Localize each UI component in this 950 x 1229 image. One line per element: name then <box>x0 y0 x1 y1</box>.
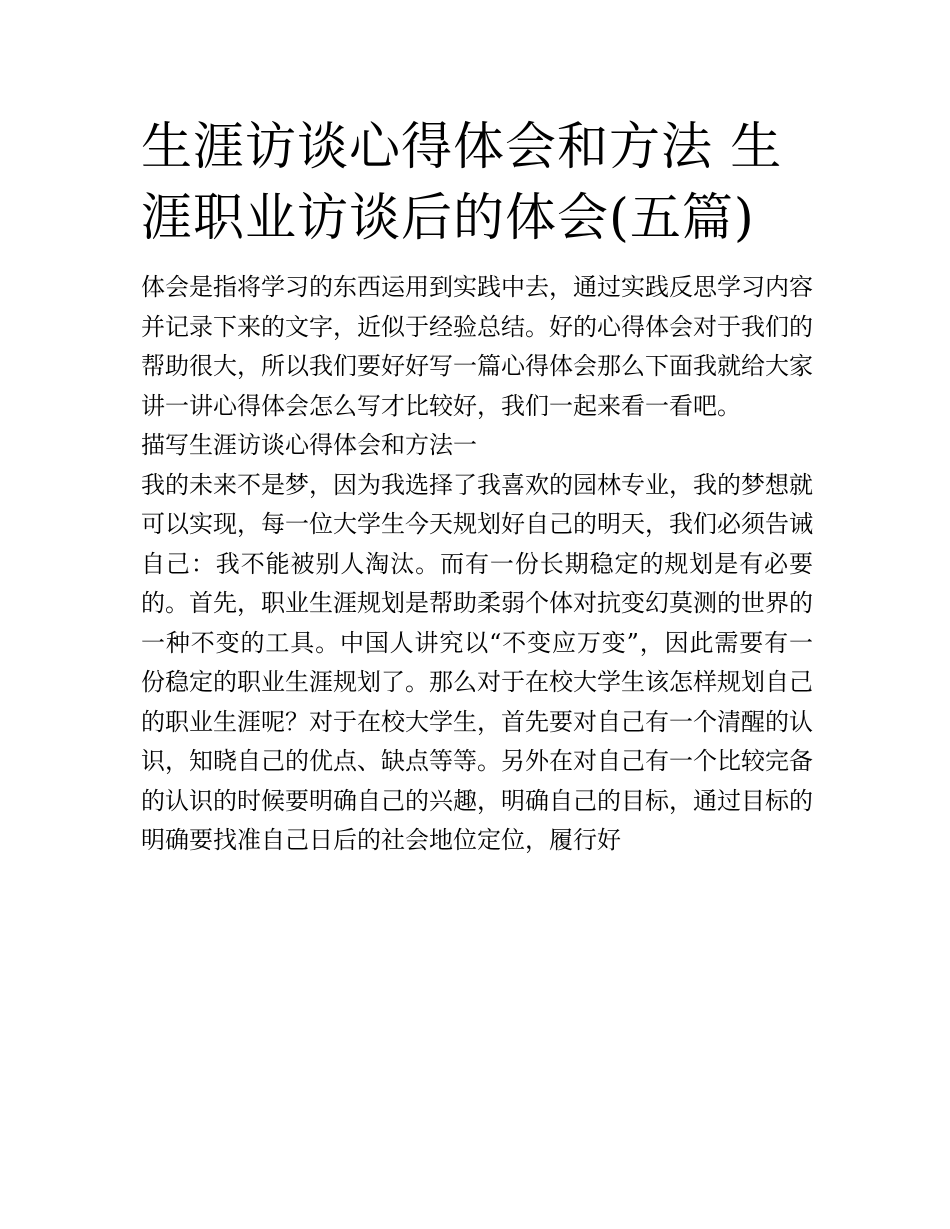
body-paragraph: 我的未来不是梦，因为我选择了我喜欢的园林专业，我的梦想就可以实现，每一位大学生今天规划好自己的明天，我们必须告诫自己：我不能被别人淘汰。而有一份长期稳定的规划是有必要的。首先，职业生涯规划是帮助柔弱个体对抗变幻莫测的世界的一种不变的工具。中国人讲究以“不变应万变”，因此需要有一份稳定的职业生涯规划了。那么对于在校大学生该怎样规划自己的职业生涯呢？对于在校大学生，首先要对自己有一个清醒的认识，知晓自己的优点、缺点等等。另外在对自己有一个比较完备的认识的时候要明确自己的兴趣，明确自己的目标，通过目标的明确要找准自己日后的社会地位定位，履行好 <box>141 470 813 854</box>
document-title: 生涯访谈心得体会和方法 生涯职业访谈后的体会(五篇) <box>141 118 783 248</box>
document-page <box>141 112 813 861</box>
intro-paragraph: 体会是指将学习的东西运用到实践中去，通过实践反思学习内容并记录下来的文字，近似于经验总结。好的心得体会对于我们的帮助很大，所以我们要好好写一篇心得体会那么下面我就给大家讲一讲心得体会怎么写才比较好，我们一起来看一看吧。 <box>141 273 813 420</box>
section-heading: 描写生涯访谈心得体会和方法一 <box>141 431 477 459</box>
